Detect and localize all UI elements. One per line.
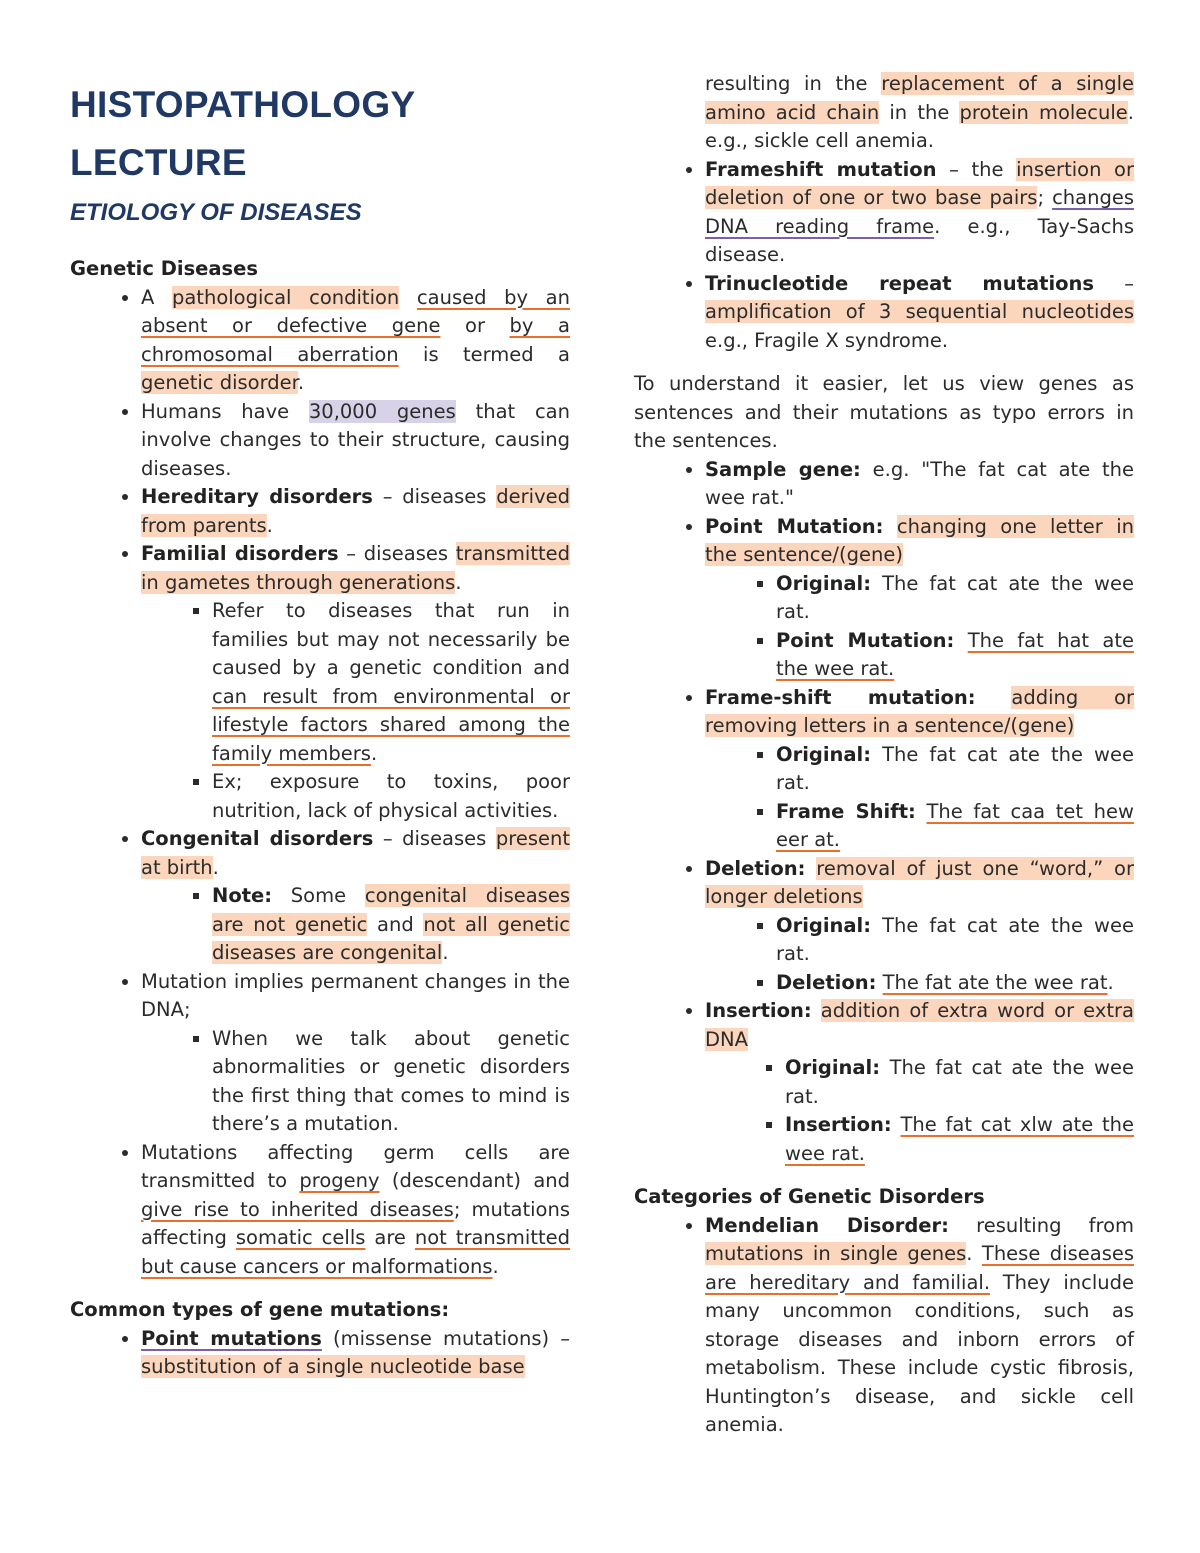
list-item: • Point mutations (missense mutations) – substitution of a single nucleotide base xyxy=(141,1325,570,1382)
right-column xyxy=(634,0,1134,1440)
list-item: ▪ Original: The fat cat ate the wee rat. xyxy=(776,570,1134,627)
sub-list xyxy=(705,1054,1134,1168)
sub-list xyxy=(705,741,1134,855)
list-item: • Trinucleotide repeat mutations – amplification of 3 sequential nucleotides e.g., Fragile X syndrome. xyxy=(705,270,1134,356)
list-item: ▪ Deletion: The fat ate the wee rat. xyxy=(776,969,1134,998)
sub-list xyxy=(141,1025,570,1139)
list-item-continued: resulting in the replacement of a single amino acid chain in the protein molecule. e.g., sickle cell anemia. xyxy=(705,72,1134,152)
examples-list xyxy=(634,456,1134,1169)
section-heading-categories: Categories of Genetic Disorders xyxy=(634,1185,985,1208)
left-column xyxy=(70,0,570,1382)
list-item: • Frameshift mutation – the insertion or deletion of one or two base pairs; changes DNA reading frame. e.g., Tay-Sachs disease. xyxy=(705,156,1134,270)
common-mutations-list-start xyxy=(70,1325,570,1382)
intro-paragraph: To understand it easier, let us view genes as sentences and their mutations as typo errors in the sentences. xyxy=(634,372,1134,452)
list-item: ▪ Note: Some congenital diseases are not genetic and not all genetic diseases are congenital. xyxy=(212,882,570,968)
section-heading-genetic-diseases: Genetic Diseases xyxy=(70,257,258,280)
sub-list xyxy=(141,882,570,968)
categories-list xyxy=(634,1212,1134,1440)
list-item: • Mutation implies permanent changes in the DNA; ▪ When we talk about genetic abnormalities or genetic disorders the first thing that comes to mind is there’s a mutation. xyxy=(141,968,570,1139)
list-item: ▪ Original: The fat cat ate the wee rat. xyxy=(776,741,1134,798)
list-item: ▪ Original: The fat cat ate the wee rat. xyxy=(785,1054,1134,1111)
sub-list xyxy=(705,912,1134,998)
common-mutations-list-cont xyxy=(634,70,1134,156)
list-item: • Frame-shift mutation: adding or removing letters in a sentence/(gene) ▪ Original: The fat cat ate the wee rat. ▪ Frame Shift: The fat caa tet hew eer at. xyxy=(705,684,1134,855)
list-item: • Deletion: removal of just one “word,” or longer deletions ▪ Original: The fat cat ate the wee rat. ▪ Deletion: The fat ate the wee rat. xyxy=(705,855,1134,998)
list-item: ▪ Insertion: The fat cat xlw ate the wee rat. xyxy=(785,1111,1134,1168)
list-item: ▪ When we talk about genetic abnormalities or genetic disorders the first thing that comes to mind is there’s a mutation. xyxy=(212,1025,570,1139)
page-subtitle: ETIOLOGY OF DISEASES xyxy=(70,199,362,226)
page-title: HISTOPATHOLOGY LECTURE xyxy=(70,84,415,183)
sub-list xyxy=(705,570,1134,684)
list-item: • Humans have 30,000 genes that can involve changes to their structure, causing diseases. xyxy=(141,398,570,484)
list-item: • Point Mutation: changing one letter in the sentence/(gene) ▪ Original: The fat cat ate the wee rat. ▪ Point Mutation: The fat hat ate the wee rat. xyxy=(705,513,1134,684)
list-item: ▪ Point Mutation: The fat hat ate the wee rat. xyxy=(776,627,1134,684)
list-item: • Congenital disorders – diseases present at birth. ▪ Note: Some congenital diseases are not genetic and not all genetic diseases are congenital. xyxy=(141,825,570,968)
list-item: • Insertion: addition of extra word or extra DNA ▪ Original: The fat cat ate the wee rat. ▪ Insertion: The fat cat xlw ate the wee rat. xyxy=(705,997,1134,1168)
list-item: ▪ Original: The fat cat ate the wee rat. xyxy=(776,912,1134,969)
list-item: • A pathological condition caused by an absent or defective gene or by a chromosomal aberration is termed a genetic disorder. xyxy=(141,284,570,398)
list-item: • Mendelian Disorder: resulting from mutations in single genes. These diseases are hereditary and familial. They include many uncommon conditions, such as storage diseases and inborn errors of metabolism. These include cystic fibrosis, Huntington’s disease, and sickle cell anemia. xyxy=(705,1212,1134,1440)
sub-list xyxy=(141,597,570,825)
genetic-diseases-list xyxy=(70,284,570,1282)
list-item: ▪ Frame Shift: The fat caa tet hew eer at. xyxy=(776,798,1134,855)
common-mutations-list xyxy=(634,156,1134,356)
list-item: ▪ Ex; exposure to toxins, poor nutrition, lack of physical activities. xyxy=(212,768,570,825)
section-heading-common-mutations: Common types of gene mutations: xyxy=(70,1298,450,1321)
list-item: • Mutations affecting germ cells are transmitted to progeny (descendant) and give rise to inherited diseases; mutations affecting somatic cells are not transmitted but cause cancers or malformations. xyxy=(141,1139,570,1282)
list-item: • Sample gene: e.g. "The fat cat ate the wee rat." xyxy=(705,456,1134,513)
list-item: • Familial disorders – diseases transmitted in gametes through generations. ▪ Refer to diseases that run in families but may not necessarily be caused by a genetic condition and can result from environmental or lifestyle factors shared among the family members. ▪ Ex; exposure to toxins, poor nutrition, lack of physical activities. xyxy=(141,540,570,825)
list-item: ▪ Refer to diseases that run in families but may not necessarily be caused by a genetic condition and can result from environmental or lifestyle factors shared among the family members. xyxy=(212,597,570,768)
list-item: • Hereditary disorders – diseases derived from parents. xyxy=(141,483,570,540)
